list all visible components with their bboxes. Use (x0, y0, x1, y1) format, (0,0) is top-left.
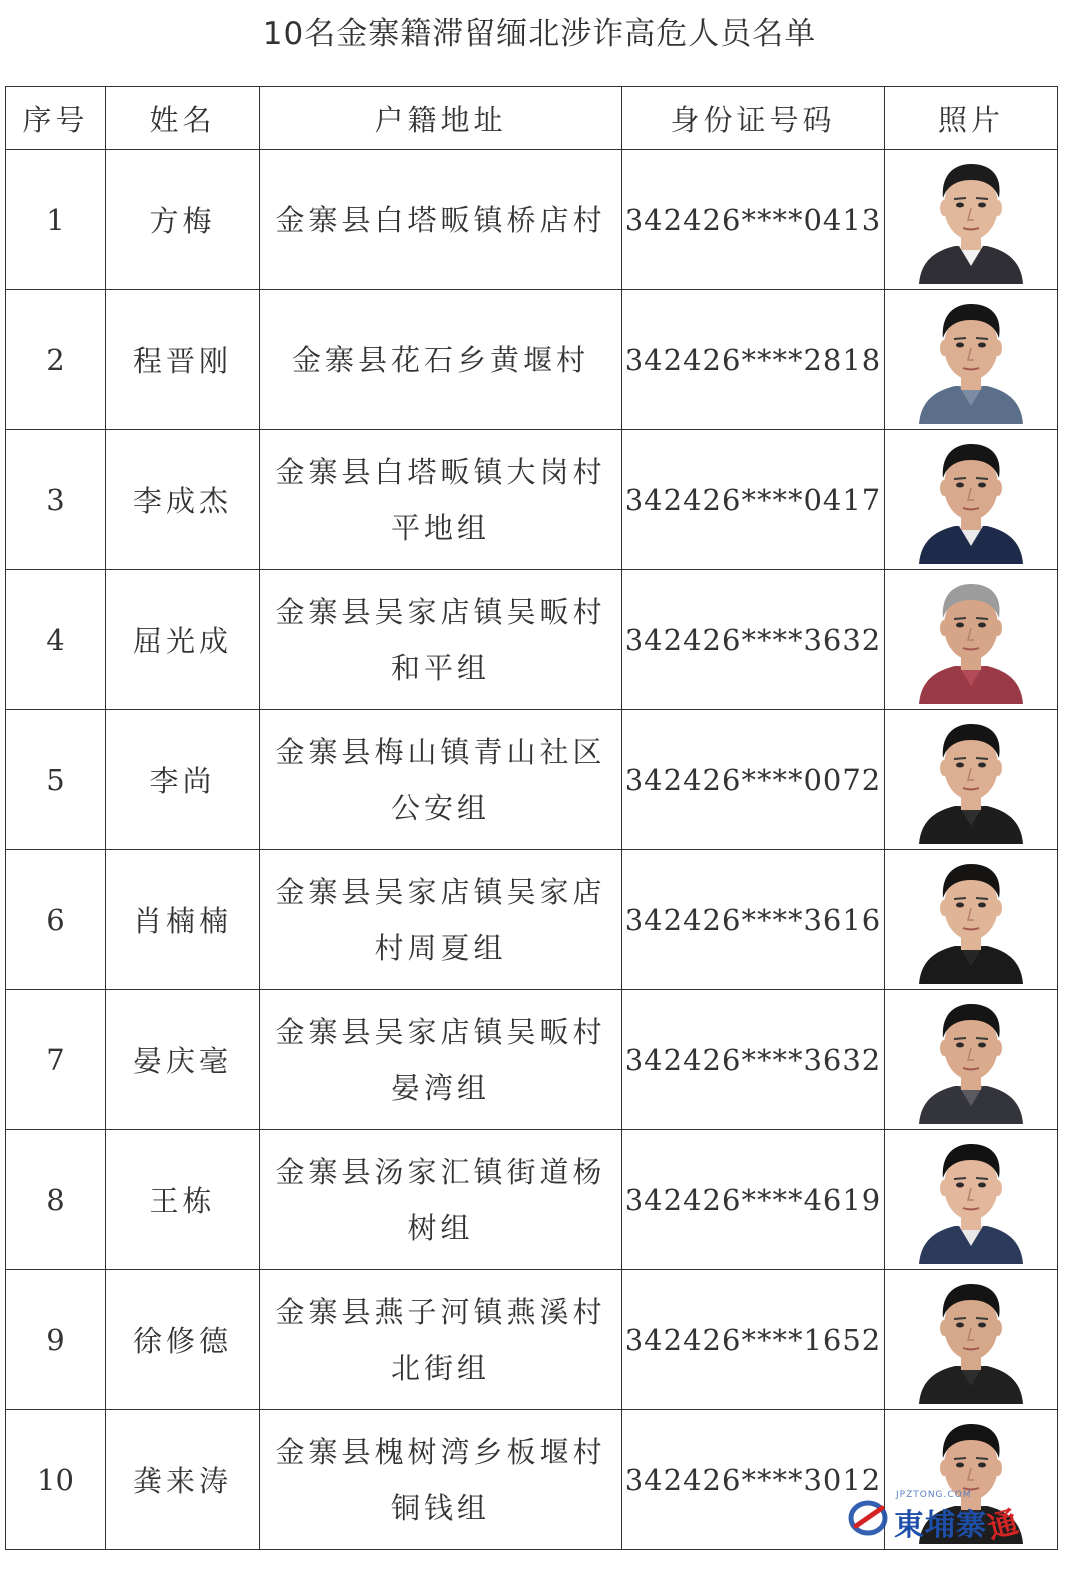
table-row (6, 150, 1058, 290)
address-line-1: 金寨县吴家店镇吴畈村 (275, 1014, 606, 1049)
cell-id: 342426****0413 (622, 150, 885, 290)
address-line-1: 金寨县吴家店镇吴家店 (275, 874, 606, 909)
header-address: 户籍地址 (260, 87, 622, 150)
table-row (6, 1270, 1058, 1410)
cell-name: 肖楠楠 (106, 850, 260, 990)
header-photo: 照片 (885, 87, 1058, 150)
address-line-2: 铜钱组 (390, 1490, 490, 1525)
cell-name: 程晋刚 (106, 290, 260, 430)
page-title: 10名金寨籍滞留缅北涉诈高危人员名单 (262, 16, 817, 52)
address-line-1: 金寨县白塔畈镇大岗村 (275, 454, 606, 489)
watermark-url: JPZTONG.COM (896, 1490, 972, 1500)
cell-id: 342426****0417 (622, 430, 885, 570)
portrait-photo (915, 1276, 1027, 1404)
table-row (6, 990, 1058, 1130)
cell-seq: 10 (6, 1410, 106, 1550)
address-line-1: 金寨县吴家店镇吴畈村 (275, 594, 606, 629)
cell-address (260, 990, 622, 1130)
cell-id: 342426****3012 (622, 1410, 885, 1550)
table-row (6, 1130, 1058, 1270)
portrait-photo (915, 576, 1027, 704)
cell-seq: 3 (6, 430, 106, 570)
portrait-photo (915, 716, 1027, 844)
cell-seq: 6 (6, 850, 106, 990)
address-line-2: 晏湾组 (390, 1070, 490, 1105)
cell-photo (885, 290, 1058, 430)
address-line-2: 公安组 (390, 790, 490, 825)
watermark (848, 1488, 1048, 1548)
portrait-photo (915, 1136, 1027, 1264)
address-line-1: 金寨县花石乡黄堰村 (291, 342, 589, 377)
cell-address (260, 850, 622, 990)
cell-name: 徐修德 (106, 1270, 260, 1410)
address-line-1: 金寨县梅山镇青山社区 (275, 734, 606, 769)
cell-name: 屈光成 (106, 570, 260, 710)
cell-address (260, 290, 622, 430)
cell-address (260, 1410, 622, 1550)
cell-id: 342426****4619 (622, 1130, 885, 1270)
cell-address (260, 570, 622, 710)
table-row (6, 850, 1058, 990)
cell-photo (885, 1130, 1058, 1270)
cell-photo (885, 150, 1058, 290)
cell-seq: 2 (6, 290, 106, 430)
table-row (6, 570, 1058, 710)
cell-id: 342426****1652 (622, 1270, 885, 1410)
cell-address (260, 150, 622, 290)
cell-id: 342426****3632 (622, 990, 885, 1130)
cell-seq: 8 (6, 1130, 106, 1270)
header-name: 姓名 (106, 87, 260, 150)
cell-address (260, 1270, 622, 1410)
header-row (6, 87, 1058, 150)
cell-id: 342426****0072 (622, 710, 885, 850)
header-seq: 序号 (6, 87, 106, 150)
cell-photo (885, 710, 1058, 850)
watermark-name (894, 1500, 1023, 1547)
portrait-photo (915, 296, 1027, 424)
portrait-photo (915, 856, 1027, 984)
cell-name: 李成杰 (106, 430, 260, 570)
cell-name: 晏庆毫 (106, 990, 260, 1130)
address-line-2: 和平组 (390, 650, 490, 685)
cell-seq: 7 (6, 990, 106, 1130)
cell-photo (885, 990, 1058, 1130)
address-line-2: 北街组 (390, 1350, 490, 1385)
cell-photo (885, 1270, 1058, 1410)
cell-photo (885, 570, 1058, 710)
address-line-1: 金寨县汤家汇镇街道杨 (275, 1154, 606, 1189)
table-row (6, 430, 1058, 570)
cell-id: 342426****3632 (622, 570, 885, 710)
cell-name: 李尚 (106, 710, 260, 850)
address-line-1: 金寨县白塔畈镇桥店村 (275, 202, 606, 237)
cell-name: 王栋 (106, 1130, 260, 1270)
cell-id: 342426****3616 (622, 850, 885, 990)
portrait-photo (915, 156, 1027, 284)
cell-seq: 1 (6, 150, 106, 290)
table-row (6, 290, 1058, 430)
address-line-2: 村周夏组 (374, 930, 507, 965)
cell-address (260, 430, 622, 570)
cell-photo (885, 850, 1058, 990)
cell-name: 方梅 (106, 150, 260, 290)
watermark-name-last: 通 (983, 1504, 1023, 1547)
address-line-2: 树组 (407, 1210, 474, 1245)
cell-seq: 4 (6, 570, 106, 710)
cell-photo (885, 430, 1058, 570)
watermark-name-main: 東埔寨 (894, 1508, 987, 1543)
address-line-2: 平地组 (390, 510, 490, 545)
cell-id: 342426****2818 (622, 290, 885, 430)
address-line-1: 金寨县燕子河镇燕溪村 (275, 1294, 606, 1329)
cell-address (260, 710, 622, 850)
portrait-photo (915, 436, 1027, 564)
roster-table (5, 86, 1058, 1550)
cell-seq: 5 (6, 710, 106, 850)
cell-name: 龚来涛 (106, 1410, 260, 1550)
brand-logo-icon (848, 1500, 892, 1536)
cell-seq: 9 (6, 1270, 106, 1410)
address-line-1: 金寨县槐树湾乡板堰村 (275, 1434, 606, 1469)
cell-address (260, 1130, 622, 1270)
header-id: 身份证号码 (622, 87, 885, 150)
portrait-photo (915, 996, 1027, 1124)
table-row (6, 710, 1058, 850)
